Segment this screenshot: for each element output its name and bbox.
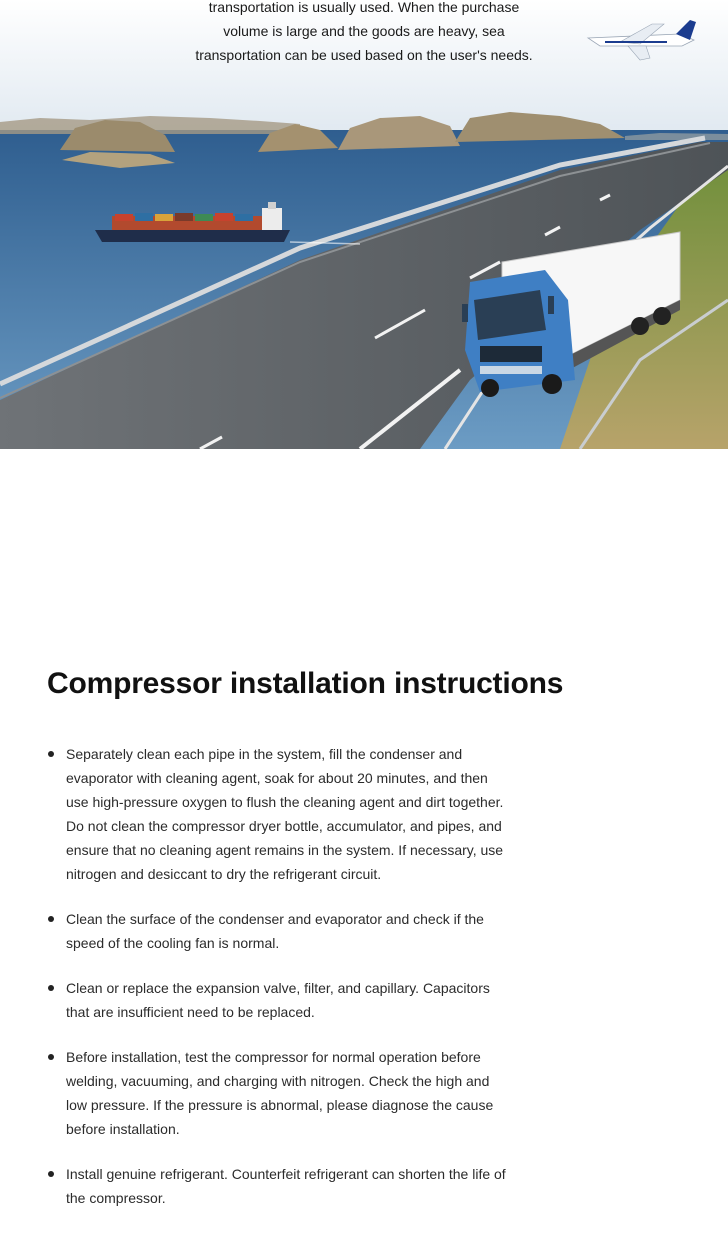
- list-item-text: Clean the surface of the condenser and evaporator and check if the speed of the cooling fan is normal.: [66, 911, 484, 951]
- hero-intro-line: transportation can be used based on the user's needs.: [195, 47, 533, 63]
- list-item: [47, 1045, 507, 1141]
- list-item: [47, 976, 507, 1024]
- bullet-icon: [48, 985, 54, 991]
- list-item-text: Clean or replace the expansion valve, filter, and capillary. Capacitors that are insufficient need to be replaced.: [66, 980, 490, 1020]
- bullet-icon: [48, 916, 54, 922]
- bullet-icon: [48, 1054, 54, 1060]
- hero-intro-text: [170, 0, 558, 67]
- list-item-text: Install genuine refrigerant. Counterfeit refrigerant can shorten the life of the compressor.: [66, 1166, 506, 1206]
- instruction-list: [47, 742, 507, 1210]
- bullet-icon: [48, 751, 54, 757]
- bullet-icon: [48, 1171, 54, 1177]
- list-item-text: Separately clean each pipe in the system, fill the condenser and evaporator with cleaning agent, soak for about 20 minutes, and then use high-pressure oxygen to flush the cleaning agent and dirt together. Do not clean the compressor dryer bottle, accumulator, and pipes, and ensure that no cleaning agent remains in the system. If necessary, use nitrogen and desiccant to dry the refrigerant circuit.: [66, 746, 504, 882]
- section-title: Compressor installation instructions: [47, 667, 564, 700]
- list-item: [47, 907, 507, 955]
- hero-intro-line: volume is large and the goods are heavy, sea: [223, 23, 505, 39]
- hero-banner: [0, 0, 728, 449]
- list-item: [47, 1162, 507, 1210]
- list-item-text: Before installation, test the compressor for normal operation before welding, vacuuming, and charging with nitrogen. Check the high and low pressure. If the pressure is abnormal, please diagnose the cause before installation.: [66, 1049, 494, 1137]
- hero-intro-line: transportation is usually used. When the purchase: [208, 0, 520, 15]
- logistics-scene-image: [0, 0, 728, 449]
- list-item: [47, 742, 507, 886]
